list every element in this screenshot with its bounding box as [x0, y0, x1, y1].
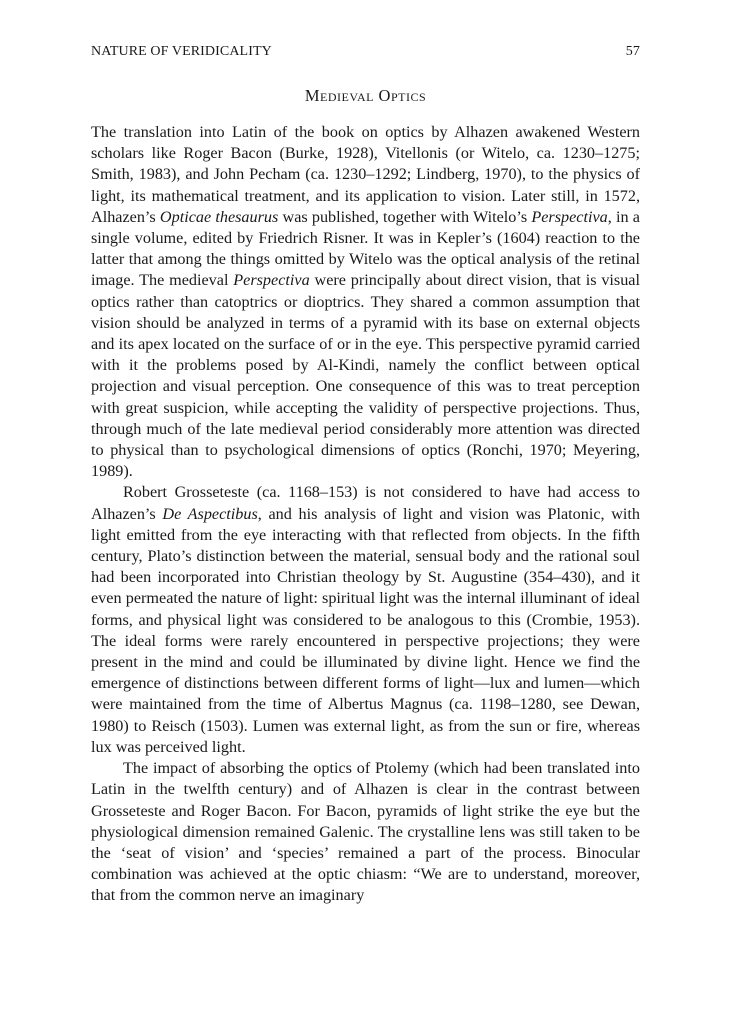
book-page	[91, 44, 640, 907]
paragraph-1-text-d: were principally about direct vision, that is visual optics rather than catoptrics or dioptrics. They shared a common assumption that vision should be analyzed in terms of a pyramid with its base on external objects and its apex located on the surface of or in the eye. This perspective pyramid carried with it the problems posed by Al-Kindi, namely the conflict between optical projection and visual perception. One consequence of this was to treat perception with great suspicion, while accepting the validity of perspective projections. Thus, through much of the late medieval period considerably more attention was directed to physical than to psychological dimensions of optics (Ronchi, 1970; Meyering, 1989).	[91, 271, 640, 481]
paragraph-2-italic-de-aspectibus: De Aspectibus	[162, 504, 258, 523]
paragraph-2-text-a: Robert Grosseteste (ca. 1168–153) is not considered to have had access to Alhazen’s	[91, 483, 640, 523]
running-head	[91, 44, 640, 66]
paragraph-1-italic-perspectiva-2: Perspectiva	[233, 271, 310, 290]
running-title: NATURE OF VERIDICALITY	[91, 44, 272, 59]
paragraph-1-text-c: , in a single volume, edited by Friedrich Risner. It was in Kepler’s (1604) reaction to the latter that among the things omitted by Witelo was the optical analysis of the retinal image. The medieval	[91, 207, 640, 290]
section-title: Medieval Optics	[304, 86, 427, 105]
paragraph-1-italic-opticae-thesaurus: Opticae thesaurus	[159, 207, 279, 226]
paragraph-1-italic-perspectiva: Perspectiva	[531, 207, 608, 226]
paragraph-1	[91, 122, 640, 482]
paragraph-1-text-a: The translation into Latin of the book on optics by Alhazen awakened Western scholars like Roger Bacon (Burke, 1928), Vitellonis (or Witelo, ca. 1230–1275; Smith, 1983), and John Pecham (ca. 1230–1292; Lindberg, 1970), to the physics of light, its mathematical treatment, and its application to vision. Later still, in 1572, Alhazen’s	[91, 123, 640, 226]
paragraph-1-text-b: was published, together with Witelo’s	[278, 207, 532, 226]
paragraph-3	[91, 758, 640, 906]
paragraph-2	[91, 482, 640, 758]
body-text	[91, 122, 640, 907]
paragraph-2-text-b: , and his analysis of light and vision was Platonic, with light emitted from the eye interacting with that reflected from objects. In the fifth century, Plato’s distinction between the material, sensual body and the rational soul had been incorporated into Christian theology by St. Augustine (354–430), and it even permeated the nature of light: spiritual light was the internal illuminant of ideal forms, and physical light was considered to be analogous to this (Crombie, 1953). The ideal forms were rarely encountered in perspective projections; they were present in the mind and could be illuminated by divine light. Hence we find the emergence of distinctions between different forms of light—lux and lumen—which were maintained from the time of Albertus Magnus (ca. 1198–1280, see Dewan, 1980) to Reisch (1503). Lumen was external light, as from the sun or fire, whereas lux was perceived light.	[91, 504, 641, 756]
page-number: 57	[625, 44, 640, 59]
paragraph-3-text-a: The impact of absorbing the optics of Ptolemy (which had been translated into Latin in the twelfth century) and of Alhazen is clear in the contrast between Grosseteste and Roger Bacon. For Bacon, pyramids of light strike the eye but the physiological dimension remained Galenic. The crystalline lens was still taken to be the ‘seat of vision’ and ‘species’ remained a part of the process. Binocular combination was achieved at the optic chiasm: “We are to understand, moreover, that from the common nerve an imaginary	[91, 759, 640, 905]
